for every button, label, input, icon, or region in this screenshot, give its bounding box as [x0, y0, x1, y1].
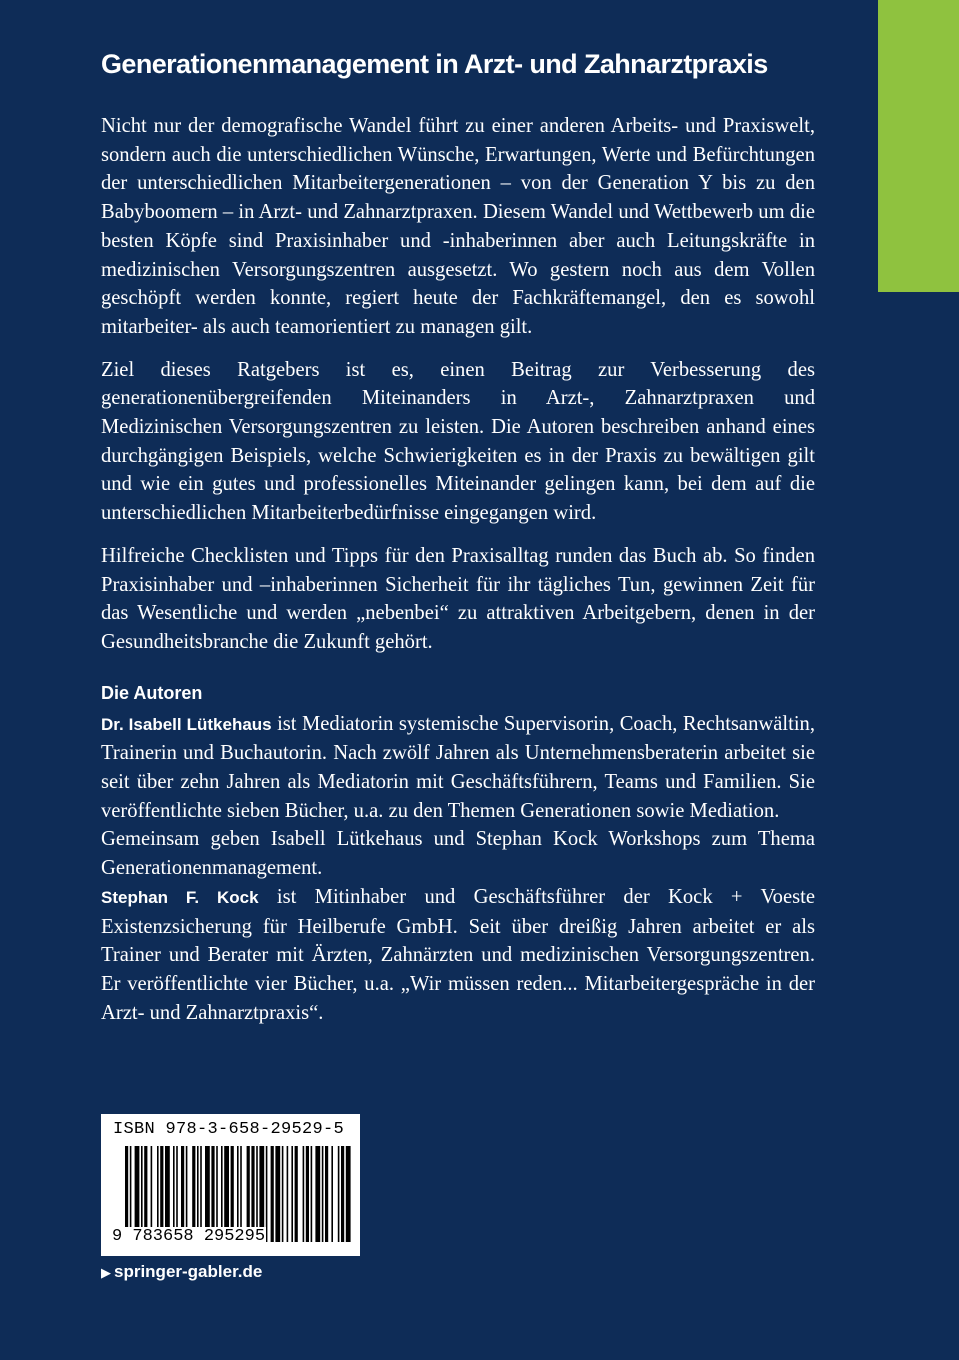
barcode-bar [291, 1146, 293, 1242]
author1-bio [101, 710, 815, 826]
barcode-bar [341, 1146, 344, 1242]
book-title: Generationenmanagement in Arzt- und Zahnarztpraxis [101, 49, 768, 79]
author2-name: Stephan F. Kock [101, 887, 259, 907]
blurb-paragraph-3: Hilfreiche Checklisten und Tipps für den Praxisalltag runden das Buch ab. So finden Praxisinhaber und –inhaberinnen Sicherheit für ihr tägliches Tun, gewinnen Zeit für das Wesentliche und werden „nebenbei“ zu attraktiven Arbeitgebern, denen in der Gesundheitsbranche die Zukunft gehört. [101, 544, 815, 653]
play-arrow-icon: ▶ [101, 1265, 111, 1280]
author1-bio-text: ist Mediatorin systemische Supervisorin, Coach, Rechtsanwältin, Trainerin und Buchautorin. Nach zwölf Jahren als Unternehmensberaterin arbeitet sie seit über zehn Jahren als Mediatorin mit Geschäftsführern, Teams und Familien. Sie veröffentlichte sieben Bücher, u.a. zu den Themen Generationen sowie Mediation. [101, 712, 815, 822]
blurb-paragraph-2: Ziel dieses Ratgebers ist es, einen Beitrag zur Verbesserung des generationenübergreifenden Miteinanders in Arzt-, Zahnarztpraxen und Medizinischen Versorgungszentren zu leisten. Die Autoren beschreiben anhand eines durchgängigen Beispiels, welche Schwierigkeiten es in der Praxis zu bewältigen gilt und wie ein gutes und professionelles Miteinander gelingen kann, bei dem auf die unterschiedlichen Mitarbeiterbedürfnisse eingegangen wird. [101, 358, 815, 525]
barcode-bar [306, 1146, 309, 1242]
barcode-bar [322, 1146, 324, 1242]
authors-joint-note: Gemeinsam geben Isabell Lütkehaus und Stephan Kock Workshops zum Thema Generationenmanagement. [101, 828, 815, 880]
isbn-barcode [101, 1114, 360, 1256]
website-text: springer-gabler.de [114, 1262, 263, 1281]
barcode-bar [275, 1146, 280, 1242]
author2-bio-text: ist Mitinhaber und Geschäftsführer der Kock + Voeste Existenzsicherung für Heilberufe GmbH. Seit über dreißig Jahren arbeitet er als Trainer und Berater mit Ärzten, Zahnärzten und medizinischen Versorgungszentren. Er veröffentlichte vier Bücher, u.a. „Wir müssen reden... Mitarbeitergespräche in der Arzt- und Zahnarztpraxis“. [101, 885, 815, 1024]
barcode-bar [331, 1146, 333, 1242]
barcode-bar [315, 1146, 320, 1242]
authors-heading: Die Autoren [101, 682, 203, 703]
barcode-bar [295, 1146, 298, 1242]
barcode-bar [338, 1146, 340, 1242]
barcode-bar [282, 1146, 284, 1242]
barcode-bar [311, 1146, 313, 1242]
green-accent-bar [878, 0, 959, 292]
blurb-paragraph-1: Nicht nur der demografische Wandel führt zu einer anderen Arbeits- und Praxiswelt, sondern auch die unterschiedlichen Wünsche, Erwartungen, Werte und Befürchtungen der unterschiedlichen Mitarbeitergenerationen – von der Generation Y bis zu den Babyboomern – in Arzt- und Zahnarztpraxen. Diesem Wandel und Wettbewerb um die besten Köpfe sind Praxisinhaber und -inhaberinnen aber auch Leitungskräfte in medizinischen Versorgungszentren ausgesetzt. Wo gestern noch aus dem Vollen geschöpft werden konnte, regiert heute der Fachkräftemangel, den es sowohl mitarbeiter- als auch teamorientiert zu managen gilt. [101, 115, 815, 338]
barcode-bar [266, 1146, 268, 1242]
author2-bio [101, 883, 815, 1028]
barcode-digits: 9 783658 295295 [112, 1227, 266, 1246]
publisher-website[interactable] [101, 1262, 262, 1282]
barcode-bar [325, 1146, 328, 1242]
back-cover-text [101, 46, 815, 1027]
author1-name: Dr. Isabell Lütkehaus [101, 714, 272, 734]
barcode-bar [346, 1146, 351, 1242]
isbn-label: ISBN 978-3-658-29529-5 [113, 1120, 345, 1139]
barcode-bar [271, 1146, 274, 1242]
barcode-bar [287, 1146, 289, 1242]
barcode-bar [303, 1146, 305, 1242]
